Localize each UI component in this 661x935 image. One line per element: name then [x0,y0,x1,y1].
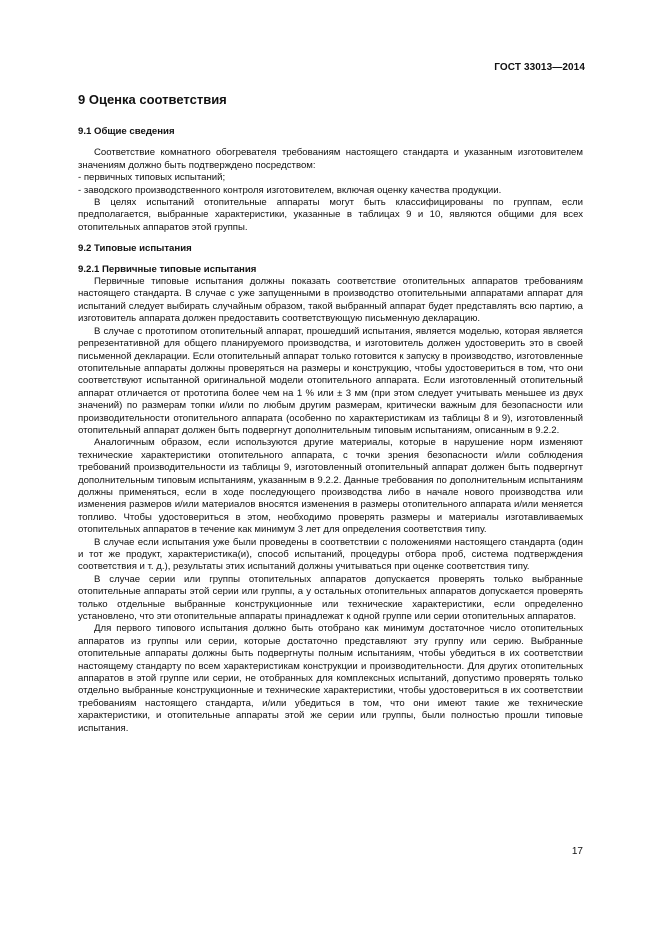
paragraph: Первичные типовые испытания должны показать соответствие отопительных аппаратов требованиям настоящего стандарта. В случае с уже запущенными в производство отопительными аппаратами аппарат для испытаний следует выбирать случайным образом, такой выбранный аппарат будет представлять всю партию, а изготовитель аппарата должен предоставить соответствующую письменную декларацию. [78,276,583,325]
paragraph: В целях испытаний отопительные аппараты могут быть классифицированы по группам, если предполагается, выбранные характеристики, указанные в таблицах 9 и 10, являются общими для всех отопительных аппаратов этой группы. [78,197,583,233]
page-number: 17 [571,846,583,857]
section-title: 9 Оценка соответствия [78,92,227,107]
paragraph: В случае серии или группы отопительных аппаратов допускается проверять только выбранные отопительные аппараты этой серии или группы, а у остальных отопительных аппаратов допускается проверять только отдельные выбранные конструкционные или технические характеристики, если определенно установлено, что эти отопительные аппараты принадлежат к одной группе или серии отопительных аппаратов. [78,573,583,623]
document-id: ГОСТ 33013—2014 [494,62,585,73]
list-item: - заводского производственного контроля изготовителем, включая оценку качества продукции. [78,184,502,196]
subsection-heading-9-2: 9.2 Типовые испытания [78,243,192,255]
subsection-heading-9-2-1: 9.2.1 Первичные типовые испытания [78,263,257,275]
bullet-list [78,172,583,197]
subsection-heading-9-1: 9.1 Общие сведения [78,126,175,137]
paragraph: В случае если испытания уже были проведены в соответствии с положениями настоящего стандарта (один и тот же продукт, характеристика(и), способ испытаний, процедуры отбора проб, система подтверждения соответствия и т. д.), результаты этих испытаний должны учитываться при оценке соответствия типу. [78,536,583,573]
paragraph: В случае с прототипом отопительный аппарат, прошедший испытания, является моделью, которая является репрезентативной для общего планируемого производства, и изготовитель должен удостоверить это в своей письменной декларации. Если отопительный аппарат только готовится к запуску в производство, изготовленные отопительные аппараты должны проверяться на размеры и конструкцию, чтобы удостовериться в том, что они соответствуют испытанной оригинальной модели отопительного аппарата. Если изготовленный отопительный аппарат отличается от прототипа более чем на 1 % или ± 3 мм (при этом следует учитывать меньшее из двух значений) по размерам топки и/или по любым другим размерам, критически важным для безопасности или производительности отопительного аппарата (особенно по характеристикам из таблицы 8 и 9), изготовленный отопительный аппарат должен быть подвергнут дополнительным типовым испытаниям, описанным в 9.2.2. [78,325,583,436]
paragraph: Соответствие комнатного обогревателя требованиям настоящего стандарта и указанным изготовителем значениям должно быть подтверждено посредством: [78,147,583,171]
list-item: - первичных типовых испытаний; [78,172,226,184]
paragraph: Аналогичным образом, если используются другие материалы, которые в нарушение норм изменяют технические характеристики отопительного аппарата, с точки зрения безопасности и/или соблюдения требований производительности из таблицы 9, изготовленный отопительный аппарат должен быть подвергнут дополнительным типовым испытаниям, указанным в 9.2.2. Данные требования по дополнительным испытаниям должны применяться, если в ходе последующего производства либо в начале нового производства или изменения размеров и/или материалов вносятся изменения в размеры отопительного аппарата и/или меняется топливо. Чтобы удостовериться в этом, необходимо проверять размеры и материалы изготавливаемых отопительных аппаратов в течение как минимум 3 лет для определения соответствия типу. [78,437,583,536]
paragraph: Для первого типового испытания должно быть отобрано как минимум достаточное число отопительных аппаратов из группы или серии, которые достаточно представляют эту группу или серию. Выбранные отопительные аппараты должны быть подвергнуты полным испытаниям, чтобы убедиться в их соответствии настоящему стандарту по всем характеристикам конструкции и производительности. Для других отопительных аппаратов в этой группе или серии, не отобранных для комплексных испытаний, допустимо проверять только отдельно выбранные конструкционные и технические характеристики, чтобы удостовериться в их соответствии требованиям настоящего стандарта, и/или убедиться в том, что они имеют такие же технические характеристики, и отопительные аппараты этой же серии или группы, были полностью прошли типовые испытания. [78,623,583,734]
body-text [78,126,583,735]
